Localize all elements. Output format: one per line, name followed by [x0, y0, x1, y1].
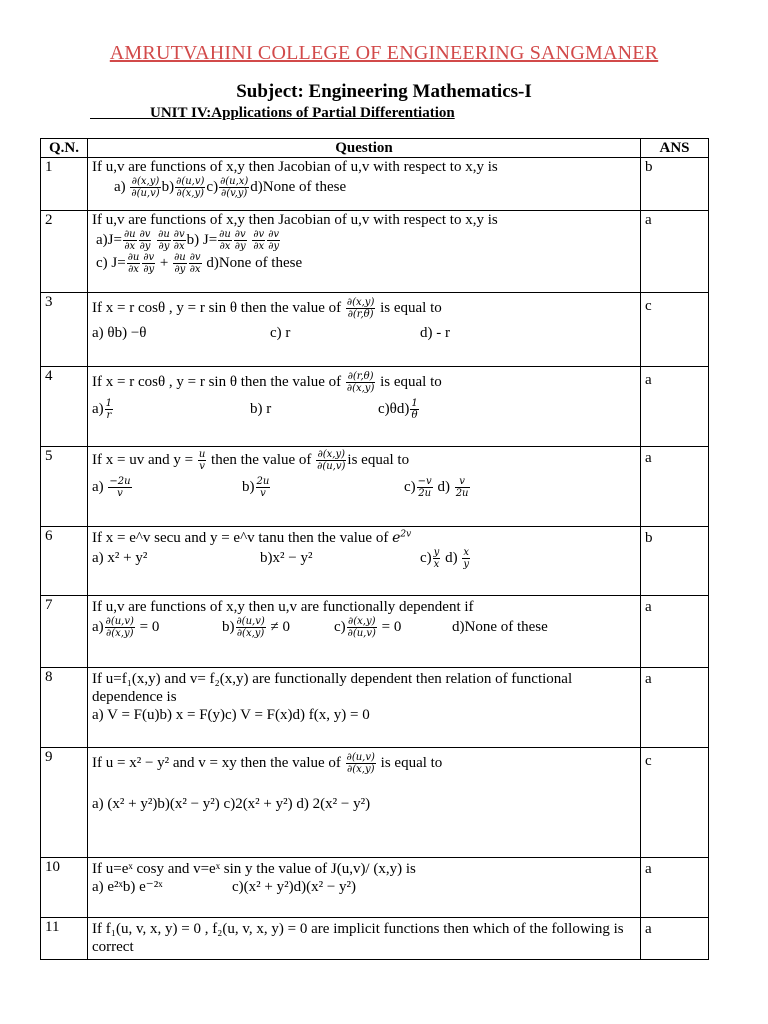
question-text: If u,v are functions of x,y then Jacobian of u,v with respect to x,y is	[92, 212, 498, 228]
question-cell	[88, 447, 641, 527]
fraction: $\frac{u}{v}$	[198, 449, 206, 472]
option-d: d)	[437, 478, 450, 495]
fraction: $\frac{\partial(u,x)}{\partial(v,y)}$	[220, 176, 249, 199]
fraction: $\frac{\partial v}{\partial y}$	[268, 229, 280, 252]
answer-cell: a	[641, 858, 709, 918]
question-options	[92, 229, 636, 252]
question-options	[92, 252, 636, 275]
option-c: c)	[404, 478, 416, 495]
option-c: c) r	[270, 325, 291, 341]
question-options	[92, 176, 636, 199]
question-cell	[88, 596, 641, 668]
fraction: $\frac{2u}{v}$	[256, 476, 270, 499]
table-header-row	[41, 139, 709, 158]
option-c: c)	[206, 178, 219, 195]
fraction: $\frac{\partial(u,v)}{\partial(x,y)}$	[236, 616, 265, 639]
question-number: 3	[41, 293, 88, 367]
option-d: d)None of these	[250, 178, 347, 195]
answer-cell: c	[641, 748, 709, 858]
table-row	[41, 158, 709, 211]
answer-cell: a	[641, 918, 709, 960]
option-c: c)	[420, 549, 432, 566]
header-qn: Q.N.	[41, 139, 88, 158]
question-text: If u=eˣ cosy and v=eˣ sin y the value of J(u,v)/ (x,y) is	[92, 861, 416, 877]
question-cell	[88, 211, 641, 293]
question-text	[92, 371, 636, 394]
option-b: b) r	[250, 400, 272, 417]
option-b: b) J=	[186, 231, 218, 248]
question-cell	[88, 918, 641, 960]
option-b: b)x² − y²	[260, 549, 313, 566]
table-row	[41, 211, 709, 293]
table-row	[41, 918, 709, 960]
fraction: $\frac{\partial v}{\partial y}$	[143, 252, 155, 275]
fraction: $\frac{\partial u}{\partial y}$	[158, 229, 170, 252]
question-number: 1	[41, 158, 88, 211]
question-text-pre: If x = e^v secu and y = e^v tanu then the value of	[92, 530, 389, 546]
fraction: $\frac{1}{r}$	[105, 398, 113, 421]
answer-cell: a	[641, 367, 709, 447]
option-d: d) - r	[420, 325, 450, 341]
option-a: a) θb) −θ	[92, 325, 147, 341]
fraction: $\frac{\partial u}{\partial x}$	[219, 229, 231, 252]
answer-cell: a	[641, 668, 709, 748]
fraction: $\frac{1}{\theta}$	[411, 398, 418, 421]
question-text: If u,v are functions of x,y then Jacobian of u,v with respect to x,y is	[92, 159, 498, 175]
unit-title-text: UNIT IV:Applications of Partial Differentiation	[150, 105, 455, 121]
question-number: 8	[41, 668, 88, 748]
question-text: If x = e^v secu and y = e^v tanu then the value of $e^{2v}$	[92, 529, 412, 546]
question-number: 2	[41, 211, 88, 293]
question-options	[92, 324, 636, 342]
question-cell	[88, 748, 641, 858]
option-a: a)	[92, 478, 104, 495]
question-cell	[88, 858, 641, 918]
table-row	[41, 293, 709, 367]
option-b: b)	[242, 478, 255, 495]
question-options: a) (x² + y²)b)(x² − y²) c)2(x² + y²) d) 2(x² − y²)	[92, 796, 371, 812]
option-c: c)	[334, 618, 346, 635]
question-text-pre: If x = uv and y =	[92, 451, 194, 468]
table-row	[41, 447, 709, 527]
question-cell	[88, 158, 641, 211]
fraction: $\frac{-v}{2u}$	[417, 476, 432, 499]
fraction: $\frac{\partial(x,y)}{\partial(r,\theta)}$	[346, 297, 375, 320]
question-text-pre: If x = r cosθ , y = r sin θ then the value of	[92, 299, 342, 316]
option-a: a)	[92, 400, 104, 417]
table-row	[41, 527, 709, 596]
question-text-mid: then the value of	[211, 451, 312, 468]
table-row	[41, 367, 709, 447]
question-text	[92, 449, 636, 472]
fraction: $\frac{\partial(x,y)}{\partial(u,v)}$	[131, 176, 160, 199]
fraction: $\frac{\partial(x,y)}{\partial(u,v)}$	[317, 449, 346, 472]
question-text-pre: If x = r cosθ , y = r sin θ then the value of	[92, 373, 342, 390]
fraction: $\frac{v}{2u}$	[455, 476, 469, 499]
fraction: $\frac{\partial v}{\partial x}$	[253, 229, 265, 252]
option-a: a)	[114, 178, 126, 195]
table-row	[41, 596, 709, 668]
answer-cell: b	[641, 527, 709, 596]
option-d: d)None of these	[452, 618, 548, 635]
option-c: c) J=	[96, 254, 126, 271]
question-text-post: is equal to	[380, 299, 442, 316]
option-c: c)(x² + y²)d)(x² − y²)	[232, 879, 357, 895]
question-cell	[88, 367, 641, 447]
question-options	[92, 878, 636, 896]
question-options: a) V = F(u)b) x = F(y)c) V = F(x)d) f(x, y) = 0	[92, 707, 370, 723]
fraction: $\frac{\partial v}{\partial y}$	[139, 229, 151, 252]
question-text: If u=f₁(x,y) and v= f₂(x,y) are functionally dependent then relation of functional dependence is	[92, 671, 573, 705]
question-table	[40, 138, 709, 960]
question-options	[92, 476, 636, 499]
answer-cell: a	[641, 447, 709, 527]
fraction: $\frac{y}{x}$	[433, 547, 440, 570]
fraction: $\frac{\partial u}{\partial x}$	[127, 252, 140, 275]
fraction: $\frac{\partial(u,v)}{\partial(x,y)}$	[176, 176, 205, 199]
fraction: $\frac{\partial u}{\partial y}$	[174, 252, 186, 275]
answer-cell: a	[641, 596, 709, 668]
fraction: $\frac{-2u}{v}$	[109, 476, 131, 499]
subject-title: Subject: Engineering Mathematics-I	[236, 81, 532, 102]
question-number: 5	[41, 447, 88, 527]
question-cell	[88, 527, 641, 596]
question-cell	[88, 668, 641, 748]
answer-cell: c	[641, 293, 709, 367]
fraction: $\frac{\partial v}{\partial x}$	[189, 252, 201, 275]
answer-cell: a	[641, 211, 709, 293]
fraction: $\frac{\partial(u,v)}{\partial(x,y)}$	[105, 616, 134, 639]
question-number: 11	[41, 918, 88, 960]
option-a: a)	[92, 618, 104, 635]
fraction: $\frac{\partial(r,\theta)}{\partial(x,y)}$	[346, 371, 375, 394]
college-title: AMRUTVAHINI COLLEGE OF ENGINEERING SANGMANER	[109, 42, 659, 64]
option-d: d)None of these	[206, 254, 303, 271]
question-number: 6	[41, 527, 88, 596]
option-c: c)θd)	[378, 400, 410, 417]
question-text-pre: If u = x² − y² and v = xy then the value of	[92, 754, 341, 771]
option-a: a)J=	[96, 231, 122, 248]
question-text	[92, 752, 636, 775]
question-text-post: is equal to	[380, 754, 443, 771]
table-row	[41, 858, 709, 918]
question-number: 7	[41, 596, 88, 668]
unit-title	[90, 105, 455, 122]
question-cell	[88, 293, 641, 367]
table-row	[41, 668, 709, 748]
option-a: a) x² + y²	[92, 549, 148, 566]
fraction: $\frac{\partial(u,v)}{\partial(x,y)}$	[346, 752, 375, 775]
question-number: 10	[41, 858, 88, 918]
fraction: $\frac{\partial v}{\partial x}$	[173, 229, 185, 252]
header-ans: ANS	[641, 139, 709, 158]
fraction: $\frac{\partial v}{\partial y}$	[234, 229, 246, 252]
question-text	[92, 297, 636, 320]
plus-sign: +	[159, 254, 169, 271]
question-number: 9	[41, 748, 88, 858]
option-b: b)	[161, 178, 175, 195]
fraction: $\frac{\partial u}{\partial x}$	[123, 229, 136, 252]
option-d: d)	[445, 549, 458, 566]
question-number: 4	[41, 367, 88, 447]
question-text: If f₁(u, v, x, y) = 0 , f₂(u, v, x, y) = 0 are implicit functions then which of the following is correct	[92, 921, 624, 955]
header-question: Question	[88, 139, 641, 158]
option-b: b)	[222, 618, 235, 635]
fraction: $\frac{x}{y}$	[463, 547, 469, 570]
question-text-post: is equal to	[347, 451, 410, 468]
option-a: a) e²ˣb) e⁻²ˣ	[92, 879, 163, 895]
question-text-post: is equal to	[380, 373, 442, 390]
question-text: If u,v are functions of x,y then u,v are functionally dependent if	[92, 599, 474, 615]
question-options	[92, 547, 636, 570]
question-options	[92, 398, 636, 421]
question-options: a) $\frac{\partial(u,v)}{\partial(x,y)}$ = 0 b) $\frac{\partial(u,v)}{\partial(x,y)}$ ≠ 0 c) $\frac{\partial(x,y)}{\partial(u,v)}$ = 0 d)None of these	[92, 616, 548, 639]
fraction: $\frac{\partial(x,y)}{\partial(u,v)}$	[347, 616, 376, 639]
table-row	[41, 748, 709, 858]
answer-cell: b	[641, 158, 709, 211]
